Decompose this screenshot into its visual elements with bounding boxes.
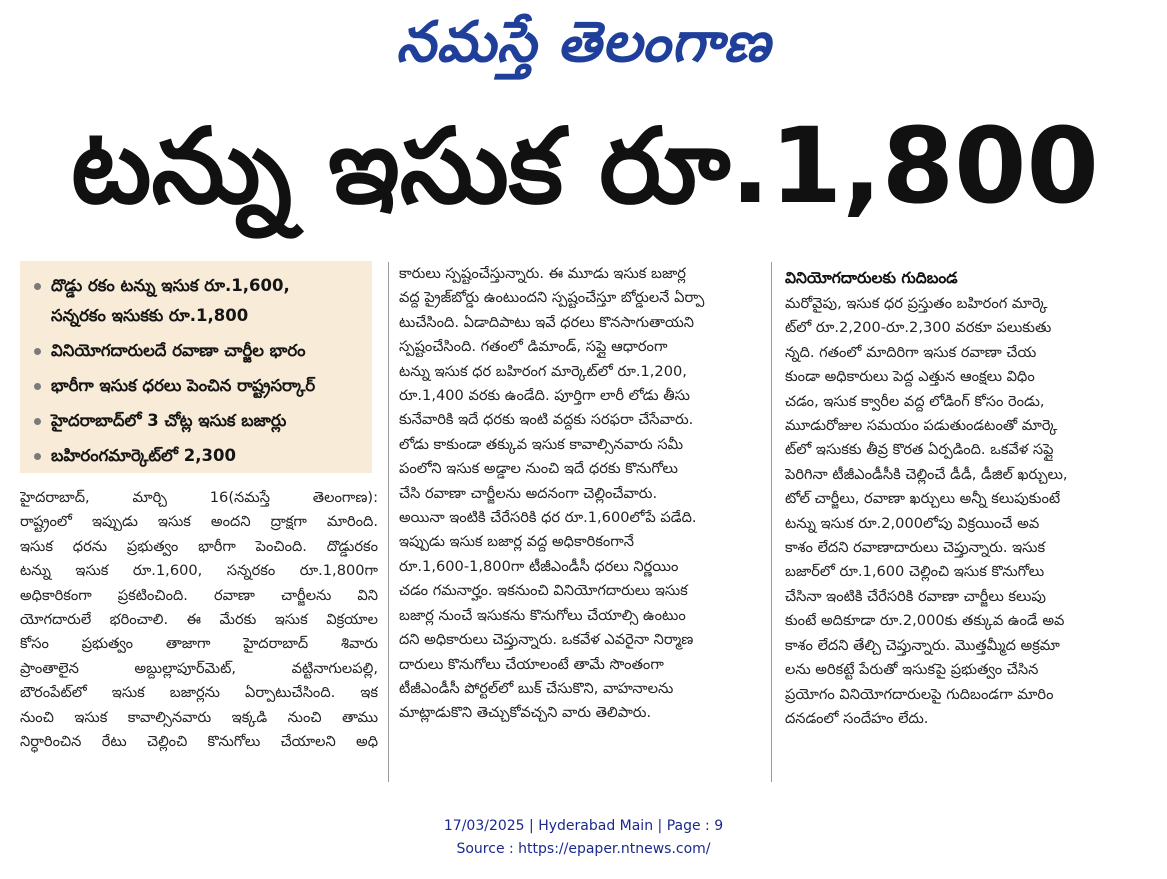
highlight-item: [32, 441, 362, 471]
bullet-icon: [34, 453, 41, 460]
newspaper-masthead: నమస్తే తెలంగాణ: [396, 10, 771, 75]
column-divider: [771, 262, 772, 782]
footer-edition-info: 17/03/2025 | Hyderabad Main | Page : 9: [443, 818, 724, 834]
bullet-icon: [34, 348, 41, 355]
highlight-text: వినియోగదారులదే రవాణా చార్జీల భారం: [51, 341, 306, 360]
article-column-1: హైదరాబాద్, మార్చి 16(నమస్తే తెలంగాణ): రాష్ట్రంలో ఇప్పుడు ఇసుక అందని ద్రాక్షగా మారింది. ఇసుక ధరను ప్రభుత్వం భారీగా పెంచింది. దొడ్డురకం టన్ను ఇసుక రూ.1,600, సన్నరకం రూ.1,800గా అధికారికంగా ప్రకటించింది. రవాణా చార్జీలను విని యోగదారులే భరించాలి. ఈ మేరకు ఇసుక విక్రయాల కోసం ప్రభుత్వం తాజాగా హైదరాబాద్ శివారు ప్రాంతాలైన అబ్దుల్లాపూర్‌మెట్, వట్టినాగులపల్లి, బౌరంపేట్‌లో ఇసుక బజార్లను ఏర్పాటుచేసింది. ఇక నుంచి ఇసుక కావాల్సినవారు ఇక్కడి నుంచి తాము నిర్ధారించిన రేటు చెల్లించి కొనుగోలు చేయాలని అధి: [20, 489, 378, 751]
highlight-text: బహిరంగమార్కెట్‌లో 2,300: [51, 446, 236, 465]
bullet-icon: [34, 418, 41, 425]
highlight-text: హైదరాబాద్‌లో 3 చోట్ల ఇసుక బజార్లు: [51, 411, 287, 430]
bullet-icon: [34, 383, 41, 390]
footer-source-link[interactable]: Source : https://epaper.ntnews.com/: [456, 841, 711, 857]
bullet-icon: [34, 283, 41, 290]
article-column-2: కారులు స్పష్టంచేస్తున్నారు. ఈ మూడు ఇసుక బజార్ల వద్ద ప్రైజ్‌బోర్డు ఉంటుందని స్పష్టంచేస్తూ బోర్డులనే ఏర్పా టుచేసింది. ఏడాదిపాటు ఇవే ధరలు కొనసాగుతాయని స్పష్టంచేసింది. గతంలో డిమాండ్, సప్లై ఆధారంగా టన్ను ఇసుక ధర బహిరంగ మార్కెట్‌లో రూ.1,200, రూ.1,400 వరకు ఉండేది. పూర్తిగా లారీ లోడు తీసు కునేవారికి ఇదే ధరకు ఇంటి వద్దకు సరఫరా చేసేవారు. లోడు కాకుండా తక్కువ ఇసుక కావాల్సినవారు సమీ పంలోని ఇసుక అడ్డాల నుంచి ఇదే ధరకు కొనుగోలు చేసి రవాణా చార్జీలను అదనంగా చెల్లించేవారు. అయినా ఇంటికి చేరేసరికి ధర రూ.1,600లోపే పడేది. ఇప్పుడు ఇసుక బజార్ల వద్ద అధికారికంగానే రూ.1,600-1,800గా టీజీఎండీసీ ధరలు నిర్ణయిం చడం గమనార్హం. ఇకనుంచి వినియోగదారులు ఇసుక బజార్ల నుంచే ఇసుకను కొనుగోలు చేయాల్సి ఉంటుం దని అధికారులు చెప్తున్నారు. ఒకవేళ ఎవరైనా నిర్మాణ దారులు కొనుగోలు చేయాలంటే తామే సొంతంగా టీజీఎండీసీ పోర్టల్‌లో బుక్ చేసుకొని, వాహనాలను మాట్లాడుకొని తెచ్చుకోవచ్చని వారు తెలిపారు.: [399, 265, 705, 722]
highlight-item: [32, 406, 362, 436]
article-column-3: మరోవైపు, ఇసుక ధర ప్రస్తుతం బహిరంగ మార్కె ట్‌లో రూ.2,200-రూ.2,300 వరకూ పలుకుతు న్నది. గతంలో మాదిరిగా ఇసుక రవాణా చేయ కుండా అధికారులు పెద్ద ఎత్తున ఆంక్షలు విధిం చడం, ఇసుక క్వారీల వద్ద లోడింగ్ కోసం రెండు, మూడురోజుల సమయం పడుతుండటంతో మార్కె ట్‌లో ఇసుకకు తీవ్ర కొరత ఏర్పడింది. ఒకవేళ సప్లై పెరిగినా టీజీఎండీసీకి చెల్లించే డీడీ, డీజిల్ ఖర్చులు, టోల్ చార్జీలు, రవాణా ఖర్చులు అన్నీ కలుపుకుంటే టన్ను ఇసుక రూ.2,000లోపు విక్రయించే అవ కాశం లేదని రవాణాదారులు చెప్తున్నారు. ఇసుక బజార్‌లో రూ.1,600 చెల్లించి ఇసుక కొనుగోలు చేసినా ఇంటికి చేరేసరికి రవాణా చార్జీలు కలుపు కుంటే అదికూడా రూ.2,000కు తక్కువ ఉండే అవ కాశం లేదని తేల్చి చెప్తున్నారు. మొత్తమ్మీద అక్రమా లను అరికట్టే పేరుతో ఇసుకపై ప్రభుత్వం చేసిన ప్రయోగం వినియోగదారులపై గుదిబండగా మారిం దనడంలో సందేహం లేదు.: [785, 295, 1068, 727]
highlight-text: భారీగా ఇసుక ధరలు పెంచిన రాష్ట్రసర్కార్: [51, 376, 316, 395]
column-divider: [388, 262, 389, 782]
highlight-item: [32, 271, 362, 331]
headline: టన్ను ఇసుక రూ.1,800: [71, 105, 1099, 227]
highlight-item: [32, 336, 362, 366]
highlight-item: [32, 371, 362, 401]
column-subheading: వినియోగదారులకు గుదిబండ: [785, 269, 958, 287]
highlight-text: దొడ్డు రకం టన్ను ఇసుక రూ.1,600, సన్నరకం ఇసుకకు రూ.1,800: [51, 276, 290, 325]
highlights-box: [20, 261, 372, 473]
